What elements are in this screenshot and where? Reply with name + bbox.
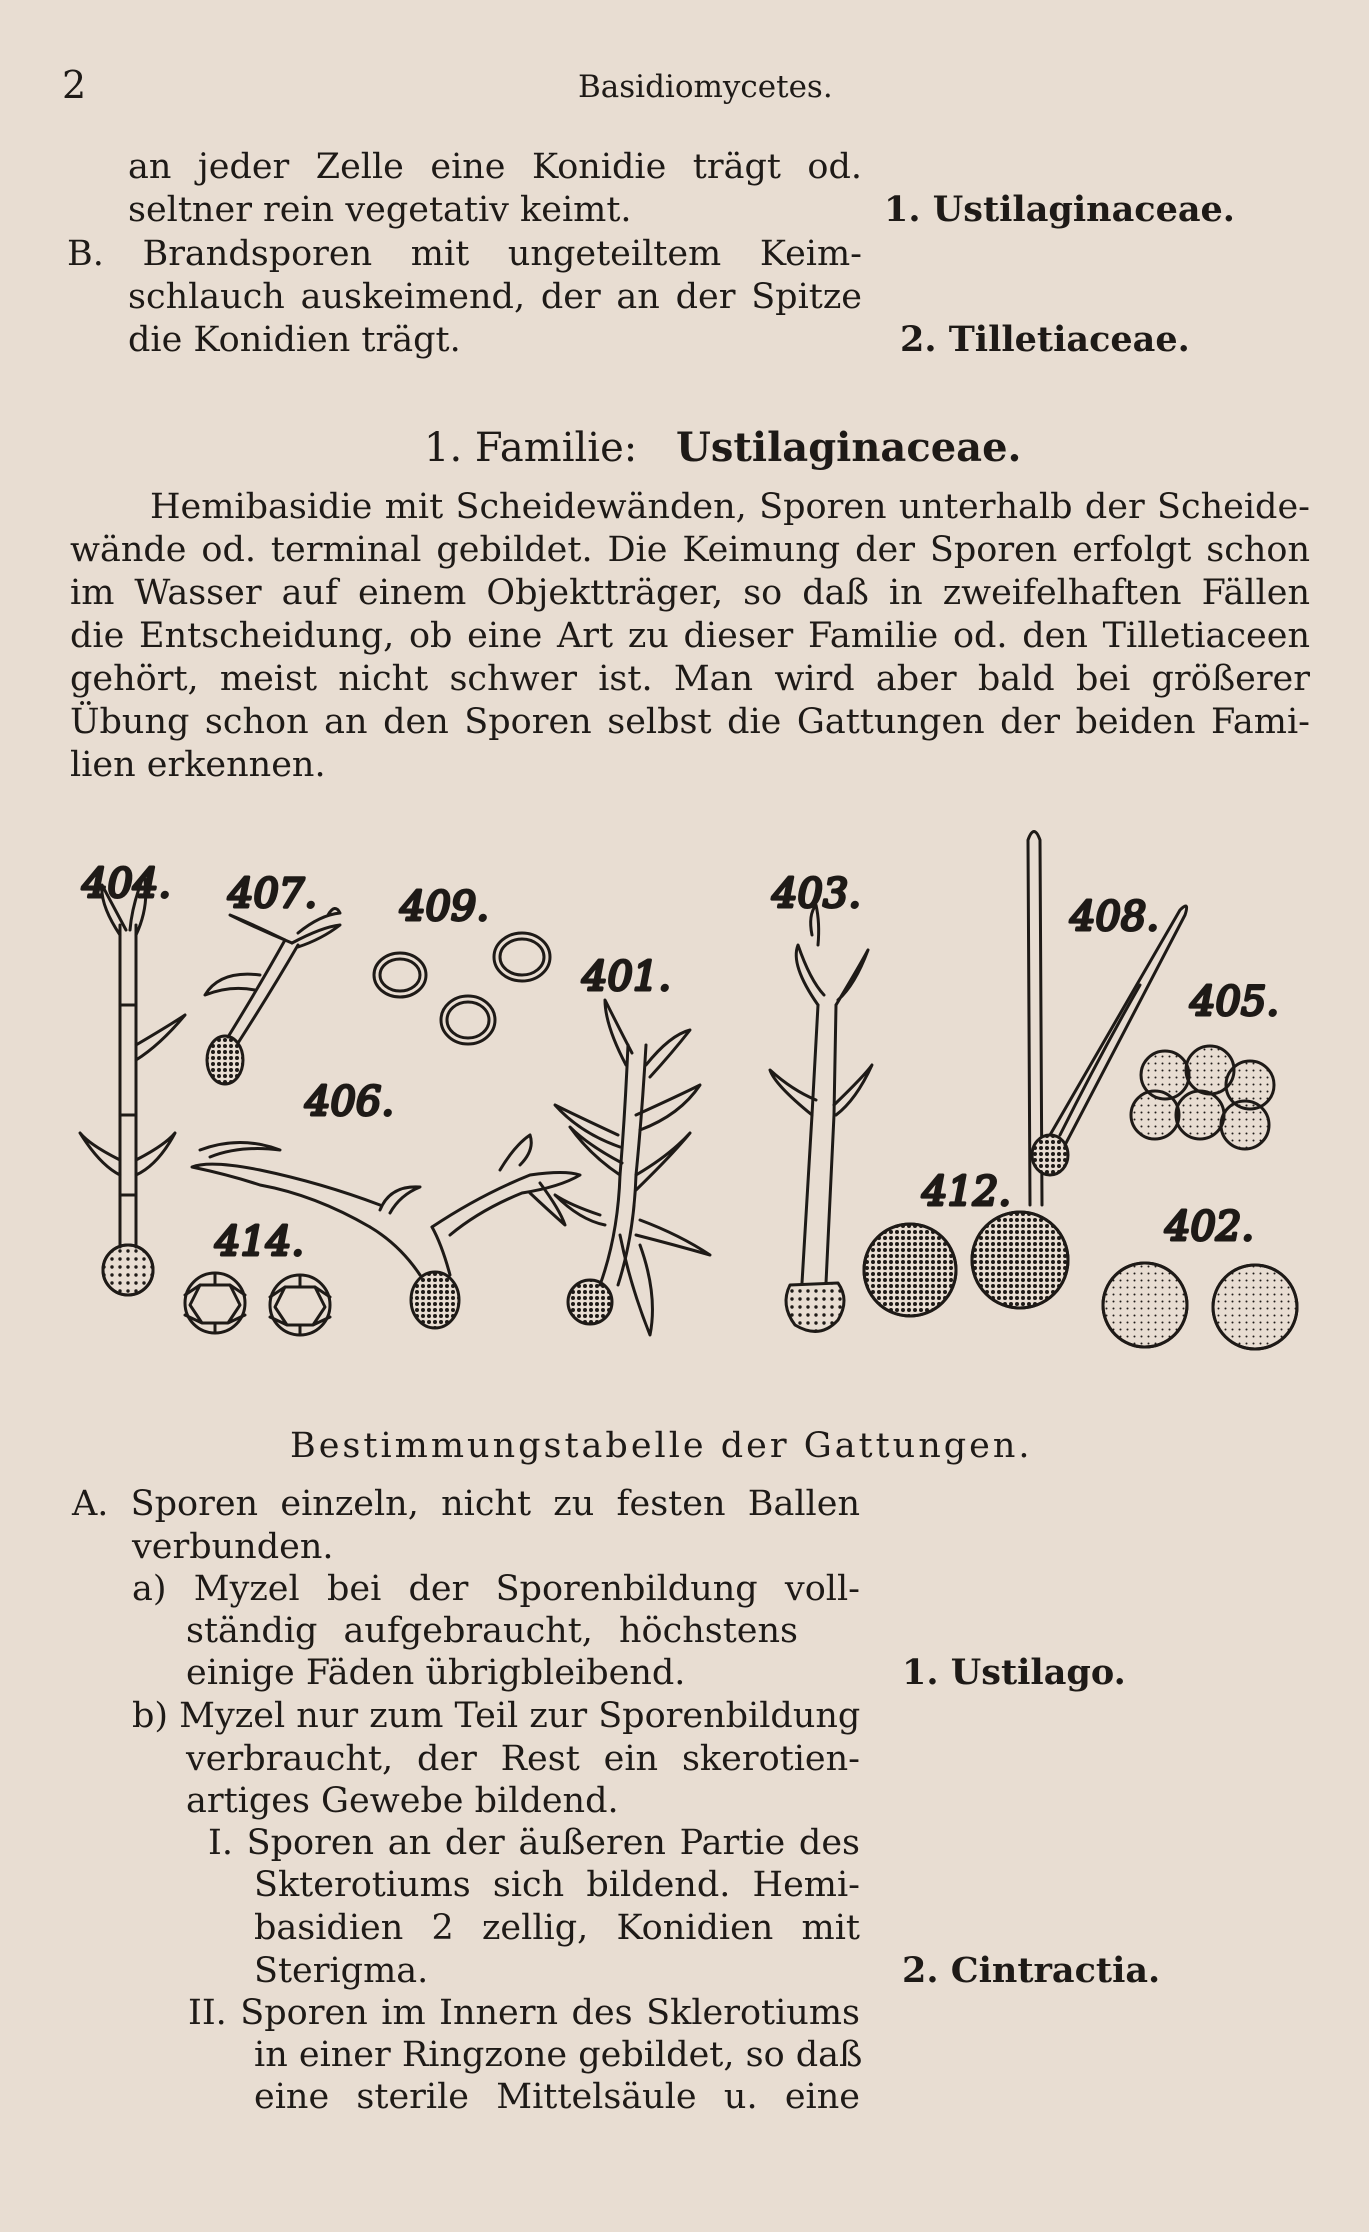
figure-label: 414. [215, 1219, 305, 1265]
family-heading-prefix: 1. Familie: [424, 425, 638, 471]
figure-label: 408. [1070, 894, 1160, 940]
key-line: seltner rein vegetativ keimt. [128, 190, 632, 230]
key-line: an jeder Zelle eine Konidie trägt od. [128, 147, 862, 187]
key-result: 2. Tilletiaceae. [900, 319, 1190, 360]
figure-409 [374, 933, 550, 1044]
figure-label: 401. [582, 954, 672, 1000]
paragraph-line: wände od. terminal gebildet. Die Keimung der Sporen erfolgt schon [70, 530, 1310, 570]
paragraph-line: gehört, meist nicht schwer ist. Man wird aber bald bei größerer [70, 659, 1310, 699]
figure-408 [1028, 832, 1187, 1206]
key-line: schlauch auskeimend, der an der Spitze [128, 277, 862, 317]
fungi-illustration-plate [60, 815, 1310, 1360]
key-line: b) Myzel nur zum Teil zur Sporenbildung [132, 1696, 861, 1736]
table-heading: Bestimmungstabelle der Gattungen. [290, 1426, 1033, 1466]
key-line: basidien 2 zellig, Konidien mit [254, 1908, 860, 1948]
family-heading-name: Ustilaginaceae. [676, 424, 1022, 471]
paragraph-line: lien erkennen. [70, 745, 326, 785]
figure-label: 409. [400, 884, 490, 930]
key-result: 2. Cintractia. [902, 1950, 1161, 1991]
figure-label: 404. [82, 861, 172, 907]
key-line: I. Sporen an der äußeren Partie des [208, 1823, 860, 1863]
figure-label: 412. [922, 1169, 1012, 1215]
key-result: 1. Ustilago. [902, 1652, 1126, 1693]
paragraph-line: Übung schon an den Sporen selbst die Gattungen der beiden Fami- [70, 702, 1310, 742]
key-line: die Konidien trägt. [128, 320, 461, 360]
page-number: 2 [62, 63, 87, 107]
paragraph-line: Hemibasidie mit Scheidewänden, Sporen unterhalb der Scheide- [150, 487, 1310, 527]
figure-402 [1103, 1263, 1297, 1349]
key-line: II. Sporen im Innern des Sklerotiums [188, 1993, 860, 2033]
key-line: a) Myzel bei der Sporenbildung voll- [132, 1569, 860, 1609]
figure-414 [185, 1273, 330, 1335]
key-line: eine sterile Mittelsäule u. eine [254, 2077, 860, 2117]
figure-label: 406. [305, 1079, 395, 1125]
figure-label: 403. [772, 871, 862, 917]
figure-label: 402. [1165, 1204, 1255, 1250]
figure-405 [1131, 1046, 1274, 1149]
key-line: ständig aufgebraucht, höchstens [186, 1611, 798, 1651]
figure-412 [864, 1212, 1068, 1316]
figure-404 [80, 875, 185, 1295]
key-line: Skterotiums sich bildend. Hemi- [254, 1865, 860, 1905]
key-line: Sterigma. [254, 1951, 429, 1991]
figure-label: 407. [228, 871, 318, 917]
key-line: verbunden. [132, 1527, 334, 1567]
figure-label: 405. [1190, 979, 1280, 1025]
paragraph-line: im Wasser auf einem Objektträger, so daß in zweifelhaften Fällen [70, 573, 1310, 613]
key-line: A. Sporen einzeln, nicht zu festen Ballen [72, 1484, 860, 1524]
running-title: Basidiomycetes. [578, 69, 833, 105]
key-line: verbraucht, der Rest ein skerotien- [186, 1739, 860, 1779]
key-result: 1. Ustilaginaceae. [884, 189, 1235, 230]
figure-403 [770, 905, 872, 1331]
key-line: einige Fäden übrigbleibend. [186, 1653, 686, 1693]
key-line: artiges Gewebe bildend. [186, 1781, 619, 1821]
key-line: in einer Ringzone gebildet, so daß [254, 2035, 863, 2075]
figure-407 [205, 908, 340, 1084]
paragraph-line: die Entscheidung, ob eine Art zu dieser Familie od. den Tilletiaceen [70, 616, 1310, 656]
key-line: B. Brandsporen mit ungeteiltem Keim- [67, 234, 862, 274]
figure-401 [555, 1000, 710, 1335]
